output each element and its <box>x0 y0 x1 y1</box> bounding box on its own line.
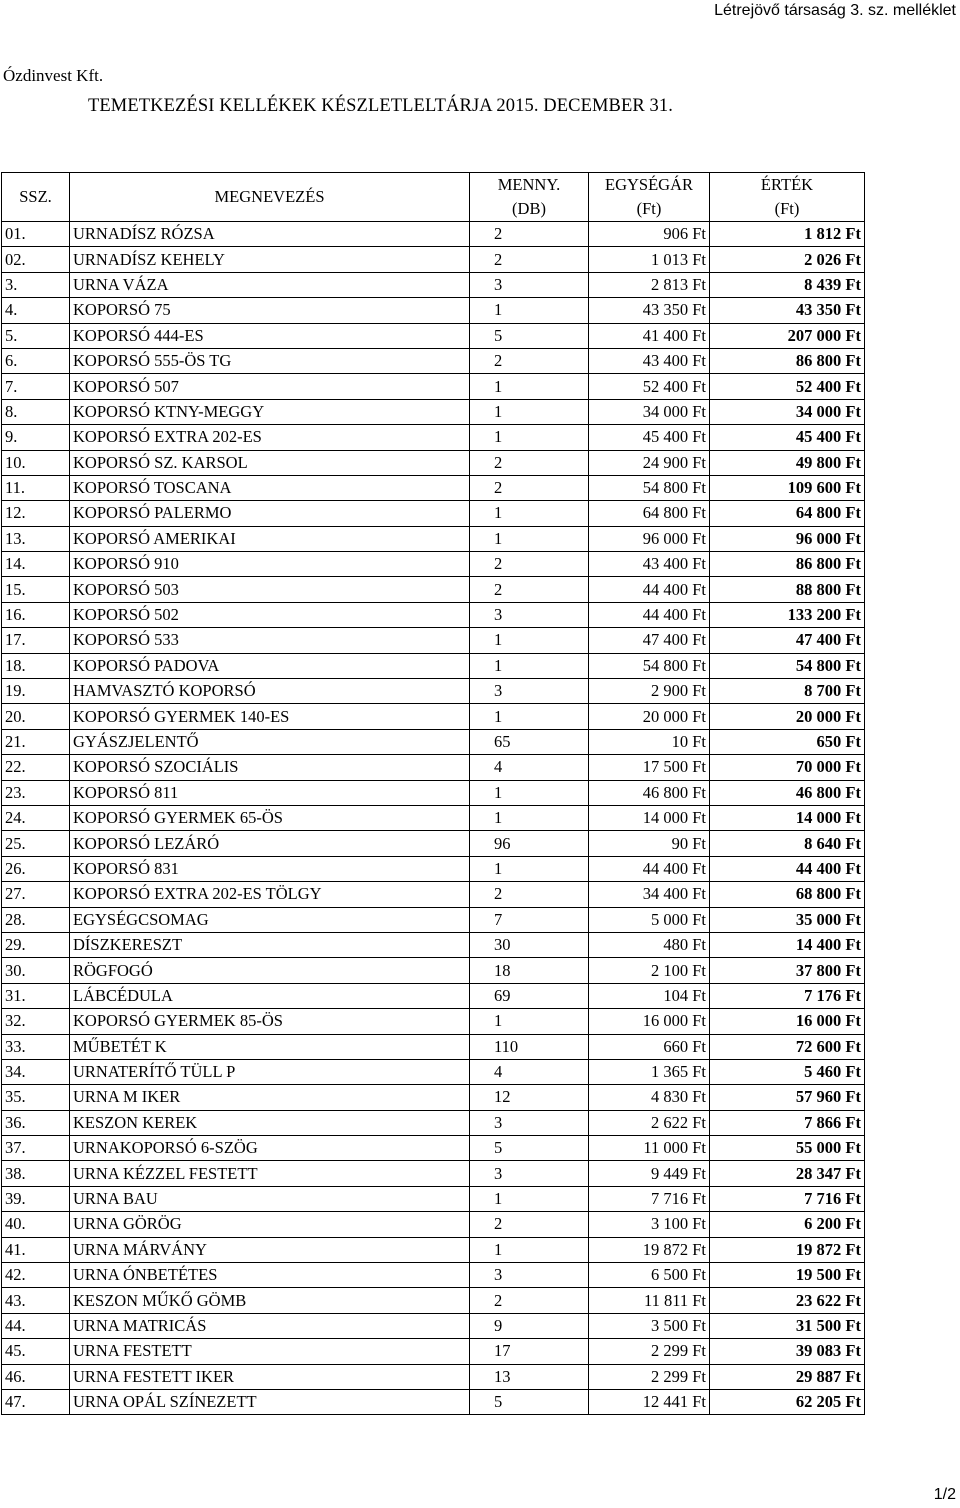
row-quantity: 1 <box>470 856 589 881</box>
table-row <box>2 1136 865 1161</box>
row-value: 7 176 Ft <box>710 983 865 1008</box>
row-name: URNA BAU <box>70 1186 470 1211</box>
row-unit-price: 43 400 Ft <box>589 348 710 373</box>
row-unit-price: 16 000 Ft <box>589 1009 710 1034</box>
row-unit-price: 54 800 Ft <box>589 653 710 678</box>
row-quantity: 7 <box>470 907 589 932</box>
row-ssz: 30. <box>2 958 70 983</box>
row-ssz: 5. <box>2 323 70 348</box>
row-value: 52 400 Ft <box>710 374 865 399</box>
table-row <box>2 1059 865 1084</box>
row-value: 19 872 Ft <box>710 1237 865 1262</box>
row-ssz: 17. <box>2 628 70 653</box>
row-ssz: 16. <box>2 602 70 627</box>
column-header-name: MEGNEVEZÉS <box>70 173 470 222</box>
row-name: URNA OPÁL SZÍNEZETT <box>70 1389 470 1414</box>
row-value: 34 000 Ft <box>710 399 865 424</box>
row-unit-price: 44 400 Ft <box>589 602 710 627</box>
row-name: GYÁSZJELENTŐ <box>70 729 470 754</box>
table-row <box>2 932 865 957</box>
row-quantity: 1 <box>470 1237 589 1262</box>
table-row <box>2 729 865 754</box>
column-header-value-unit: (Ft) <box>710 197 865 222</box>
row-name: KOPORSÓ 811 <box>70 780 470 805</box>
row-unit-price: 96 000 Ft <box>589 526 710 551</box>
row-ssz: 8. <box>2 399 70 424</box>
column-header-qty-unit: (DB) <box>470 197 589 222</box>
row-name: URNA FESTETT IKER <box>70 1364 470 1389</box>
row-quantity: 65 <box>470 729 589 754</box>
table-row <box>2 831 865 856</box>
row-ssz: 46. <box>2 1364 70 1389</box>
row-quantity: 13 <box>470 1364 589 1389</box>
row-unit-price: 54 800 Ft <box>589 475 710 500</box>
row-unit-price: 43 350 Ft <box>589 298 710 323</box>
row-quantity: 3 <box>470 1161 589 1186</box>
row-ssz: 47. <box>2 1389 70 1414</box>
row-name: KOPORSÓ AMERIKAI <box>70 526 470 551</box>
row-ssz: 12. <box>2 501 70 526</box>
column-header-ssz: SSZ. <box>2 173 70 222</box>
table-row <box>2 805 865 830</box>
row-ssz: 45. <box>2 1339 70 1364</box>
row-name: KOPORSÓ 502 <box>70 602 470 627</box>
row-name: LÁBCÉDULA <box>70 983 470 1008</box>
column-header-unit-price: EGYSÉGÁR <box>589 173 710 198</box>
row-value: 64 800 Ft <box>710 501 865 526</box>
row-unit-price: 906 Ft <box>589 222 710 247</box>
table-row <box>2 653 865 678</box>
table-row <box>2 272 865 297</box>
column-header-value: ÉRTÉK <box>710 173 865 198</box>
row-unit-price: 9 449 Ft <box>589 1161 710 1186</box>
row-unit-price: 19 872 Ft <box>589 1237 710 1262</box>
row-unit-price: 1 013 Ft <box>589 247 710 272</box>
row-quantity: 69 <box>470 983 589 1008</box>
row-ssz: 32. <box>2 1009 70 1034</box>
row-ssz: 24. <box>2 805 70 830</box>
table-row <box>2 348 865 373</box>
table-row <box>2 399 865 424</box>
row-ssz: 02. <box>2 247 70 272</box>
table-row <box>2 856 865 881</box>
row-ssz: 6. <box>2 348 70 373</box>
row-quantity: 9 <box>470 1313 589 1338</box>
table-row <box>2 602 865 627</box>
row-quantity: 1 <box>470 399 589 424</box>
table-row <box>2 1389 865 1414</box>
row-value: 207 000 Ft <box>710 323 865 348</box>
row-name: KOPORSÓ 533 <box>70 628 470 653</box>
row-value: 62 205 Ft <box>710 1389 865 1414</box>
row-unit-price: 12 441 Ft <box>589 1389 710 1414</box>
row-unit-price: 10 Ft <box>589 729 710 754</box>
row-unit-price: 17 500 Ft <box>589 755 710 780</box>
row-value: 35 000 Ft <box>710 907 865 932</box>
table-row <box>2 983 865 1008</box>
row-unit-price: 104 Ft <box>589 983 710 1008</box>
row-ssz: 18. <box>2 653 70 678</box>
row-value: 1 812 Ft <box>710 222 865 247</box>
row-name: KOPORSÓ 507 <box>70 374 470 399</box>
row-ssz: 29. <box>2 932 70 957</box>
row-quantity: 110 <box>470 1034 589 1059</box>
row-ssz: 39. <box>2 1186 70 1211</box>
row-unit-price: 90 Ft <box>589 831 710 856</box>
row-value: 54 800 Ft <box>710 653 865 678</box>
row-quantity: 5 <box>470 1389 589 1414</box>
row-value: 19 500 Ft <box>710 1263 865 1288</box>
row-value: 109 600 Ft <box>710 475 865 500</box>
row-value: 49 800 Ft <box>710 450 865 475</box>
table-row <box>2 475 865 500</box>
row-quantity: 1 <box>470 526 589 551</box>
row-quantity: 2 <box>470 222 589 247</box>
row-name: URNADÍSZ KEHELY <box>70 247 470 272</box>
table-row <box>2 1212 865 1237</box>
row-name: KOPORSÓ TOSCANA <box>70 475 470 500</box>
row-value: 47 400 Ft <box>710 628 865 653</box>
row-unit-price: 7 716 Ft <box>589 1186 710 1211</box>
row-name: URNA GÖRÖG <box>70 1212 470 1237</box>
row-quantity: 5 <box>470 323 589 348</box>
row-name: URNA M IKER <box>70 1085 470 1110</box>
row-name: KOPORSÓ GYERMEK 65-ÖS <box>70 805 470 830</box>
row-name: URNA MATRICÁS <box>70 1313 470 1338</box>
row-name: EGYSÉGCSOMAG <box>70 907 470 932</box>
page-title: TEMETKEZÉSI KELLÉKEK KÉSZLETLELTÁRJA 2015. DECEMBER 31. <box>88 96 673 116</box>
table-row <box>2 1110 865 1135</box>
row-ssz: 4. <box>2 298 70 323</box>
row-value: 44 400 Ft <box>710 856 865 881</box>
row-name: KOPORSÓ KTNY-MEGGY <box>70 399 470 424</box>
row-unit-price: 44 400 Ft <box>589 856 710 881</box>
table-row <box>2 450 865 475</box>
row-unit-price: 44 400 Ft <box>589 577 710 602</box>
row-unit-price: 3 100 Ft <box>589 1212 710 1237</box>
table-row <box>2 1313 865 1338</box>
row-value: 8 439 Ft <box>710 272 865 297</box>
row-value: 650 Ft <box>710 729 865 754</box>
row-name: KESZON KEREK <box>70 1110 470 1135</box>
row-value: 96 000 Ft <box>710 526 865 551</box>
row-ssz: 33. <box>2 1034 70 1059</box>
row-quantity: 1 <box>470 298 589 323</box>
row-value: 7 716 Ft <box>710 1186 865 1211</box>
row-ssz: 10. <box>2 450 70 475</box>
row-quantity: 1 <box>470 628 589 653</box>
row-unit-price: 11 000 Ft <box>589 1136 710 1161</box>
row-name: URNATERÍTŐ TÜLL P <box>70 1059 470 1084</box>
row-value: 2 026 Ft <box>710 247 865 272</box>
row-unit-price: 24 900 Ft <box>589 450 710 475</box>
row-quantity: 2 <box>470 450 589 475</box>
row-value: 16 000 Ft <box>710 1009 865 1034</box>
table-row <box>2 1009 865 1034</box>
row-value: 43 350 Ft <box>710 298 865 323</box>
row-name: KOPORSÓ SZ. KARSOL <box>70 450 470 475</box>
row-name: KOPORSÓ 555-ÖS TG <box>70 348 470 373</box>
row-quantity: 17 <box>470 1339 589 1364</box>
row-value: 29 887 Ft <box>710 1364 865 1389</box>
row-name: KOPORSÓ LEZÁRÓ <box>70 831 470 856</box>
company-name: Ózdinvest Kft. <box>3 66 104 85</box>
table-row <box>2 501 865 526</box>
row-ssz: 19. <box>2 679 70 704</box>
row-unit-price: 45 400 Ft <box>589 425 710 450</box>
row-quantity: 3 <box>470 1263 589 1288</box>
row-ssz: 27. <box>2 882 70 907</box>
row-unit-price: 5 000 Ft <box>589 907 710 932</box>
row-ssz: 01. <box>2 222 70 247</box>
row-ssz: 44. <box>2 1313 70 1338</box>
row-value: 39 083 Ft <box>710 1339 865 1364</box>
row-quantity: 1 <box>470 1186 589 1211</box>
table-row <box>2 526 865 551</box>
row-ssz: 41. <box>2 1237 70 1262</box>
row-value: 86 800 Ft <box>710 552 865 577</box>
row-ssz: 13. <box>2 526 70 551</box>
row-unit-price: 14 000 Ft <box>589 805 710 830</box>
row-ssz: 14. <box>2 552 70 577</box>
row-ssz: 35. <box>2 1085 70 1110</box>
row-ssz: 22. <box>2 755 70 780</box>
row-name: RÖGFOGÓ <box>70 958 470 983</box>
row-value: 14 400 Ft <box>710 932 865 957</box>
row-quantity: 1 <box>470 805 589 830</box>
row-unit-price: 34 400 Ft <box>589 882 710 907</box>
row-ssz: 23. <box>2 780 70 805</box>
row-quantity: 2 <box>470 882 589 907</box>
row-quantity: 18 <box>470 958 589 983</box>
row-name: KOPORSÓ EXTRA 202-ES TÖLGY <box>70 882 470 907</box>
row-value: 45 400 Ft <box>710 425 865 450</box>
row-quantity: 3 <box>470 1110 589 1135</box>
row-name: URNA VÁZA <box>70 272 470 297</box>
row-ssz: 9. <box>2 425 70 450</box>
row-unit-price: 4 830 Ft <box>589 1085 710 1110</box>
table-row <box>2 577 865 602</box>
row-quantity: 1 <box>470 425 589 450</box>
row-quantity: 5 <box>470 1136 589 1161</box>
table-row <box>2 907 865 932</box>
row-name: KOPORSÓ 75 <box>70 298 470 323</box>
table-row <box>2 1288 865 1313</box>
table-row <box>2 1161 865 1186</box>
row-unit-price: 660 Ft <box>589 1034 710 1059</box>
table-row <box>2 552 865 577</box>
table-row <box>2 323 865 348</box>
row-ssz: 25. <box>2 831 70 856</box>
row-unit-price: 20 000 Ft <box>589 704 710 729</box>
row-ssz: 15. <box>2 577 70 602</box>
row-unit-price: 43 400 Ft <box>589 552 710 577</box>
row-unit-price: 64 800 Ft <box>589 501 710 526</box>
row-unit-price: 480 Ft <box>589 932 710 957</box>
table-row <box>2 425 865 450</box>
row-name: KOPORSÓ SZOCIÁLIS <box>70 755 470 780</box>
row-value: 31 500 Ft <box>710 1313 865 1338</box>
row-value: 6 200 Ft <box>710 1212 865 1237</box>
row-unit-price: 1 365 Ft <box>589 1059 710 1084</box>
row-quantity: 30 <box>470 932 589 957</box>
row-quantity: 1 <box>470 780 589 805</box>
row-quantity: 2 <box>470 577 589 602</box>
row-name: KOPORSÓ 910 <box>70 552 470 577</box>
row-ssz: 3. <box>2 272 70 297</box>
table-row <box>2 247 865 272</box>
row-name: KOPORSÓ PALERMO <box>70 501 470 526</box>
row-ssz: 31. <box>2 983 70 1008</box>
row-unit-price: 2 299 Ft <box>589 1364 710 1389</box>
row-unit-price: 11 811 Ft <box>589 1288 710 1313</box>
row-quantity: 4 <box>470 1059 589 1084</box>
row-ssz: 38. <box>2 1161 70 1186</box>
row-ssz: 34. <box>2 1059 70 1084</box>
table-row <box>2 780 865 805</box>
table-row <box>2 1339 865 1364</box>
row-name: URNADÍSZ RÓZSA <box>70 222 470 247</box>
table-row <box>2 1237 865 1262</box>
row-quantity: 2 <box>470 1288 589 1313</box>
row-quantity: 1 <box>470 653 589 678</box>
row-quantity: 1 <box>470 374 589 399</box>
row-value: 88 800 Ft <box>710 577 865 602</box>
table-row <box>2 958 865 983</box>
row-ssz: 40. <box>2 1212 70 1237</box>
row-value: 55 000 Ft <box>710 1136 865 1161</box>
row-name: URNA FESTETT <box>70 1339 470 1364</box>
row-unit-price: 34 000 Ft <box>589 399 710 424</box>
row-name: KOPORSÓ GYERMEK 85-ÖS <box>70 1009 470 1034</box>
row-value: 8 700 Ft <box>710 679 865 704</box>
row-unit-price: 2 813 Ft <box>589 272 710 297</box>
row-value: 7 866 Ft <box>710 1110 865 1135</box>
page-number: 1/2 <box>933 1486 956 1503</box>
row-value: 57 960 Ft <box>710 1085 865 1110</box>
row-ssz: 11. <box>2 475 70 500</box>
row-quantity: 3 <box>470 602 589 627</box>
table-row <box>2 374 865 399</box>
column-header-unit-price-unit: (Ft) <box>589 197 710 222</box>
row-name: KOPORSÓ 503 <box>70 577 470 602</box>
row-value: 46 800 Ft <box>710 780 865 805</box>
row-name: KESZON MŰKŐ GÖMB <box>70 1288 470 1313</box>
row-value: 37 800 Ft <box>710 958 865 983</box>
table-row <box>2 679 865 704</box>
row-value: 72 600 Ft <box>710 1034 865 1059</box>
row-unit-price: 47 400 Ft <box>589 628 710 653</box>
table-row <box>2 628 865 653</box>
row-unit-price: 6 500 Ft <box>589 1263 710 1288</box>
row-name: KOPORSÓ 444-ES <box>70 323 470 348</box>
table-row <box>2 704 865 729</box>
table-row <box>2 755 865 780</box>
row-value: 5 460 Ft <box>710 1059 865 1084</box>
row-unit-price: 52 400 Ft <box>589 374 710 399</box>
row-quantity: 3 <box>470 679 589 704</box>
row-quantity: 2 <box>470 1212 589 1237</box>
row-unit-price: 41 400 Ft <box>589 323 710 348</box>
row-unit-price: 46 800 Ft <box>589 780 710 805</box>
row-unit-price: 2 100 Ft <box>589 958 710 983</box>
row-name: DÍSZKERESZT <box>70 932 470 957</box>
row-value: 8 640 Ft <box>710 831 865 856</box>
row-ssz: 20. <box>2 704 70 729</box>
row-ssz: 42. <box>2 1263 70 1288</box>
row-quantity: 12 <box>470 1085 589 1110</box>
inventory-table <box>1 172 865 1415</box>
table-row <box>2 222 865 247</box>
row-name: URNAKOPORSÓ 6-SZÖG <box>70 1136 470 1161</box>
inventory-rows <box>2 222 865 1415</box>
row-name: HAMVASZTÓ KOPORSÓ <box>70 679 470 704</box>
row-name: URNA KÉZZEL FESTETT <box>70 1161 470 1186</box>
row-value: 133 200 Ft <box>710 602 865 627</box>
row-ssz: 36. <box>2 1110 70 1135</box>
row-ssz: 7. <box>2 374 70 399</box>
column-header-qty: MENNY. <box>470 173 589 198</box>
row-name: KOPORSÓ 831 <box>70 856 470 881</box>
row-value: 86 800 Ft <box>710 348 865 373</box>
row-name: KOPORSÓ PADOVA <box>70 653 470 678</box>
row-value: 14 000 Ft <box>710 805 865 830</box>
row-ssz: 28. <box>2 907 70 932</box>
table-row <box>2 1364 865 1389</box>
table-row <box>2 1263 865 1288</box>
row-quantity: 2 <box>470 247 589 272</box>
row-quantity: 1 <box>470 501 589 526</box>
row-name: KOPORSÓ EXTRA 202-ES <box>70 425 470 450</box>
row-unit-price: 2 299 Ft <box>589 1339 710 1364</box>
row-unit-price: 2 622 Ft <box>589 1110 710 1135</box>
table-row <box>2 882 865 907</box>
row-name: MŰBETÉT K <box>70 1034 470 1059</box>
row-quantity: 2 <box>470 552 589 577</box>
row-value: 70 000 Ft <box>710 755 865 780</box>
row-value: 20 000 Ft <box>710 704 865 729</box>
row-quantity: 1 <box>470 704 589 729</box>
row-value: 28 347 Ft <box>710 1161 865 1186</box>
row-ssz: 43. <box>2 1288 70 1313</box>
row-name: URNA ÓNBETÉTES <box>70 1263 470 1288</box>
row-name: KOPORSÓ GYERMEK 140-ES <box>70 704 470 729</box>
row-ssz: 21. <box>2 729 70 754</box>
table-row <box>2 1034 865 1059</box>
row-unit-price: 2 900 Ft <box>589 679 710 704</box>
row-quantity: 1 <box>470 1009 589 1034</box>
table-row <box>2 1186 865 1211</box>
row-ssz: 26. <box>2 856 70 881</box>
table-row <box>2 1085 865 1110</box>
row-quantity: 2 <box>470 348 589 373</box>
row-quantity: 4 <box>470 755 589 780</box>
attachment-label: Létrejövő társaság 3. sz. melléklet <box>714 2 956 19</box>
row-name: URNA MÁRVÁNY <box>70 1237 470 1262</box>
row-quantity: 3 <box>470 272 589 297</box>
row-quantity: 96 <box>470 831 589 856</box>
row-quantity: 2 <box>470 475 589 500</box>
row-unit-price: 3 500 Ft <box>589 1313 710 1338</box>
row-ssz: 37. <box>2 1136 70 1161</box>
row-value: 68 800 Ft <box>710 882 865 907</box>
row-value: 23 622 Ft <box>710 1288 865 1313</box>
table-row <box>2 298 865 323</box>
